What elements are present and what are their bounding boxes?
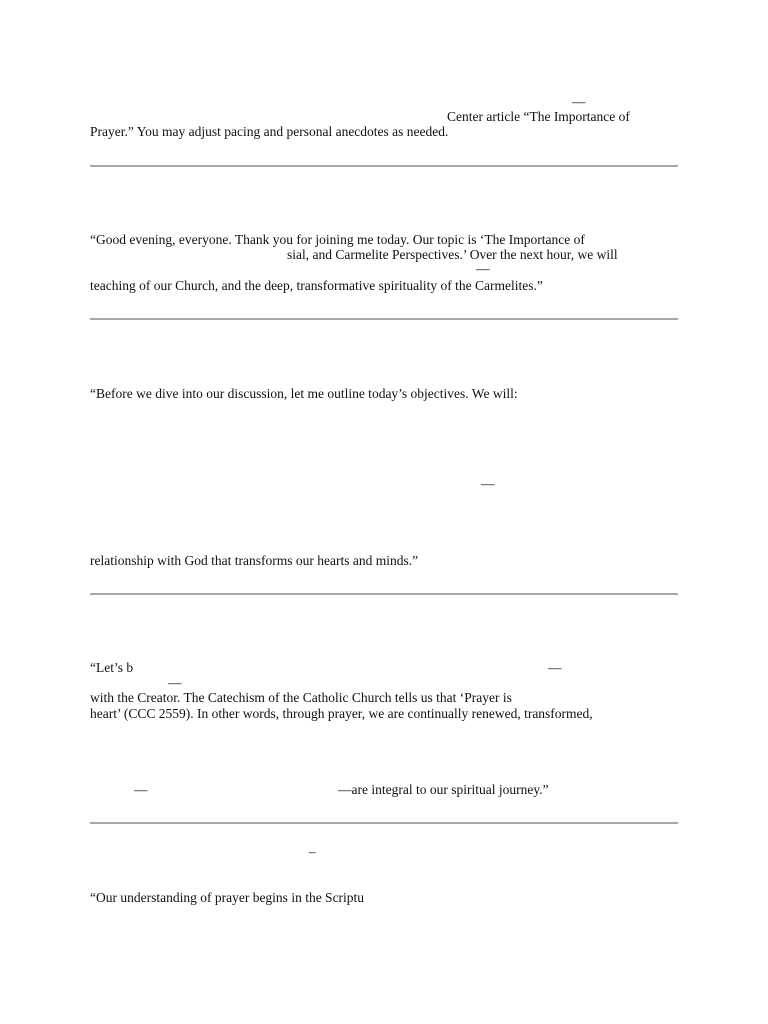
objectives-line-2: relationship with God that transforms our hearts and minds.” [90, 553, 419, 568]
intro-line-1: Center article “The Importance of [447, 109, 630, 124]
begin-line-4: —are integral to our spiritual journey.” [338, 782, 549, 797]
section-divider [90, 822, 678, 824]
em-dash: — [476, 261, 490, 276]
en-dash: – [309, 844, 316, 859]
welcome-line-1: “Good evening, everyone. Thank you for joining me today. Our topic is ‘The Importance of [90, 232, 585, 247]
section-divider [90, 165, 678, 167]
welcome-line-2: sial, and Carmelite Perspectives.’ Over the next hour, we will [287, 247, 618, 262]
section-divider [90, 593, 678, 595]
objectives-line-1: “Before we dive into our discussion, let me outline today’s objectives. We will: [90, 386, 518, 401]
em-dash: — [548, 660, 562, 675]
em-dash: — [572, 94, 586, 109]
section-divider [90, 318, 678, 320]
em-dash: — [134, 782, 148, 797]
scripture-line-1: “Our understanding of prayer begins in the Scriptu [90, 890, 365, 905]
begin-line-2: with the Creator. The Catechism of the Catholic Church tells us that ‘Prayer is [90, 690, 512, 705]
em-dash: — [168, 675, 182, 690]
begin-line-1: “Let’s b [90, 660, 134, 675]
intro-line-2: Prayer.” You may adjust pacing and personal anecdotes as needed. [90, 124, 449, 139]
em-dash: — [481, 476, 495, 491]
welcome-line-3: teaching of our Church, and the deep, transformative spirituality of the Carmelites.” [90, 278, 543, 293]
begin-line-3: heart’ (CCC 2559). In other words, through prayer, we are continually renewed, transformed, [90, 706, 593, 721]
